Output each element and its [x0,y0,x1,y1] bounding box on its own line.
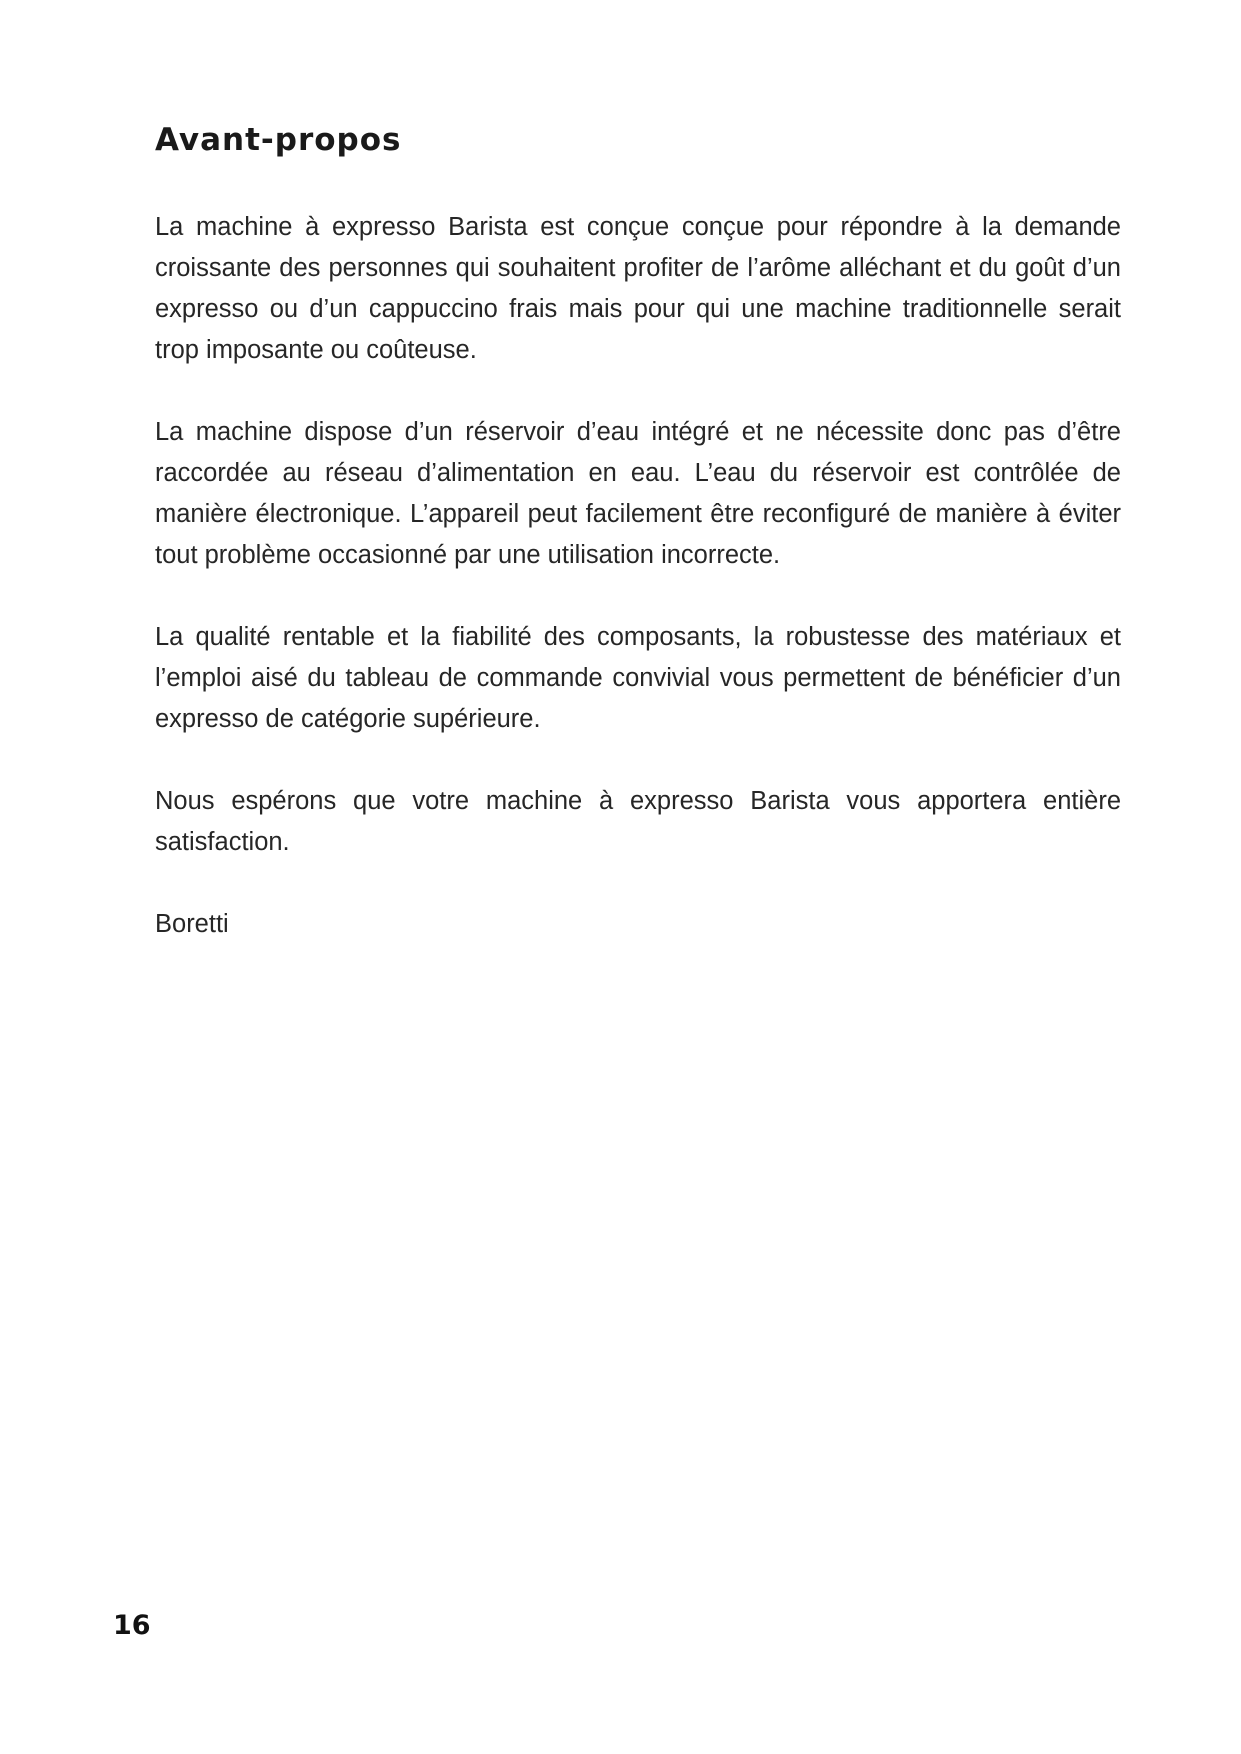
paragraph-quality: La qualité rentable et la fiabilité des composants, la robustesse des matériaux et l’emploi aisé du tableau de commande convivial vous permettent de bénéficier d’un expresso de catégorie supérieure. [155,623,1121,733]
paragraph-intro: La machine à expresso Barista est conçue conçue pour répondre à la demande croissante des personnes qui souhaitent profiter de l’arôme alléchant et du goût d’un expresso ou d’un cappuccino frais mais pour qui une machine traditionnelle serait trop imposante ou coûteuse. [155,213,1121,364]
page-number: 16 [113,1610,151,1641]
page-title: Avant-propos [155,122,402,158]
paragraph-closing: Nous espérons que votre machine à expresso Barista vous apportera entière satisfaction. [155,787,1121,856]
paragraph-water-tank: La machine dispose d’un réservoir d’eau intégré et ne nécessite donc pas d’être raccordée au réseau d’alimentation en eau. L’eau du réservoir est contrôlée de manière électronique. L’appareil peut facilement être reconfiguré de manière à éviter tout problème occasionné par une utilisation incorrecte. [155,418,1121,569]
foreword-body [155,207,1121,945]
signature: Boretti [155,910,229,938]
